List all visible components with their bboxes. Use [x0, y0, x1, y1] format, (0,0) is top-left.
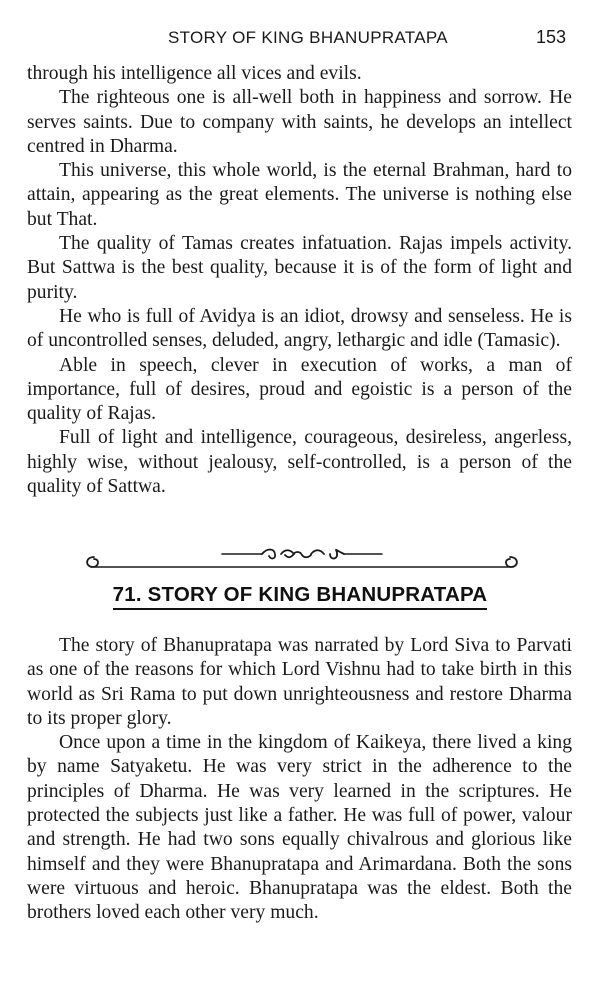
- chapter-title-text: 71. STORY OF KING BHANUPRATAPA: [113, 583, 488, 610]
- paragraph: The righteous one is all-well both in happiness and sorrow. He serves saints. Due to company with saints, he develops an intellect centred in Dharma.: [27, 87, 572, 157]
- paragraph: Once upon a time in the kingdom of Kaikeya, there lived a king by name Satyaketu. He was very strict in the adherence to the principles of Dharma. He was very learned in the scriptures. He protected the subjects just like a father. He was full of power, valour and strength. He had two sons equally chivalrous and glorious like himself and they were Bhanupratapa and Arimardana. Both the sons were virtuous and heroic. Bhanupratapa was the eldest. Both the brothers loved each other very much.: [27, 732, 572, 924]
- paragraph: This universe, this whole world, is the eternal Brahman, hard to attain, appearing as the great elements. The universe is nothing else but That.: [27, 160, 572, 230]
- ornament-divider: [82, 541, 522, 571]
- paragraph: Full of light and intelligence, courageous, desireless, angerless, highly wise, without jealousy, self-controlled, is a person of the quality of Sattwa.: [27, 427, 572, 498]
- paragraph: through his intelligence all vices and evils.: [27, 63, 362, 84]
- running-title: STORY OF KING BHANUPRATAPA: [168, 28, 448, 47]
- body-text-top: [27, 62, 572, 499]
- paragraph: Able in speech, clever in execution of works, a man of importance, full of desires, proud and egoistic is a person of the quality of Rajas.: [27, 354, 572, 425]
- paragraph: The quality of Tamas creates infatuation. Rajas impels activity. But Sattwa is the best quality, because it is of the form of light and purity.: [27, 233, 572, 303]
- chapter-title: [0, 583, 600, 610]
- body-text-bottom: [27, 634, 572, 926]
- paragraph: The story of Bhanupratapa was narrated by Lord Siva to Parvati as one of the reasons for which Lord Vishnu had to take birth in this world as Sri Rama to put down unrighteousness and restore Dharma to its proper glory.: [27, 635, 572, 729]
- page-number: 153: [536, 27, 567, 47]
- running-header: [0, 28, 600, 54]
- paragraph: He who is full of Avidya is an idiot, drowsy and senseless. He is of uncontrolled senses, deluded, angry, lethargic and idle (Tamasic).: [27, 305, 572, 352]
